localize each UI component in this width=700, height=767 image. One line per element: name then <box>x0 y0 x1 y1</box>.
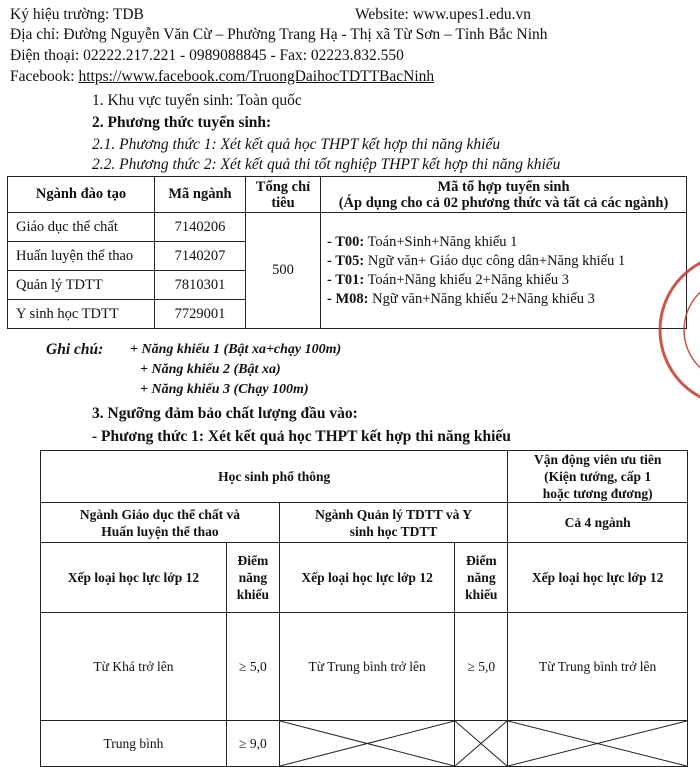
th-combos-line: Mã tổ hợp tuyển sinh <box>437 178 570 195</box>
th-score-line: Điểm <box>465 553 497 568</box>
combo-code: - T01: <box>327 271 365 288</box>
combo-item <box>327 252 686 271</box>
cell-score: ≥ 5,0 <box>226 613 279 721</box>
combo-code: - M08: <box>327 290 369 307</box>
combo-desc: Ngữ văn+ Giáo dục công dân+Năng khiếu 1 <box>364 252 626 269</box>
th-group-1-line: Ngành Giáo dục thể chất và <box>79 506 240 522</box>
program-code: 7729001 <box>155 300 246 329</box>
th-combos-line: (Áp dụng cho cả 02 phương thức và tất cả các ngành) <box>338 194 669 211</box>
cell-crossed <box>508 721 688 767</box>
combo-list <box>321 213 687 329</box>
program-code: 7810301 <box>155 271 246 300</box>
cell-crossed <box>455 721 508 767</box>
th-athletes-line: (Kiện tướng, cấp 1 <box>544 469 652 484</box>
th-athletes-line: Vận động viên ưu tiên <box>533 452 662 467</box>
combo-item <box>327 271 686 290</box>
programs-table <box>7 176 687 329</box>
cell-score: ≥ 9,0 <box>226 721 279 767</box>
website: Website: www.upes1.edu.vn <box>355 6 531 23</box>
program-code: 7140207 <box>155 242 246 271</box>
th-combos <box>321 177 687 213</box>
phone: Điện thoại: 02222.217.221 - 0989088845 - Fax: 02223.832.550 <box>10 47 404 64</box>
th-quota <box>246 177 321 213</box>
th-score-line: khiếu <box>236 587 269 602</box>
program-code: 7140206 <box>155 213 246 242</box>
combo-desc: Toán+Sinh+Năng khiếu 1 <box>364 233 518 250</box>
th-athletes <box>508 451 688 503</box>
program-name: Huấn luyện thể thao <box>8 242 155 271</box>
th-quota-line: Tổng chỉ <box>255 178 311 195</box>
th-group-1 <box>41 503 280 543</box>
notes-label: Ghi chú: <box>46 341 104 358</box>
combo-code: - T05: <box>327 252 365 269</box>
cell-grade: Từ Trung bình trở lên <box>508 613 688 721</box>
th-score-line: khiếu <box>465 587 498 602</box>
program-name: Giáo dục thể chất <box>8 213 155 242</box>
note-item: + Năng khiếu 3 (Chạy 100m) <box>140 382 309 397</box>
quality-title: 3. Ngưỡng đảm bảo chất lượng đầu vào: <box>92 405 358 422</box>
th-code: Mã ngành <box>155 177 246 213</box>
cell-grade: Từ Khá trở lên <box>41 613 227 721</box>
facebook-link[interactable]: https://www.facebook.com/TruongDaihocTDTTBacNinh <box>78 68 435 85</box>
method-1: 2.1. Phương thức 1: Xét kết quả học THPT kết hợp thi năng khiếu <box>92 136 501 153</box>
combo-desc: Ngữ văn+Năng khiếu 2+Năng khiếu 3 <box>368 290 595 307</box>
th-group-1-line: Huấn luyện thể thao <box>101 523 219 539</box>
quality-method: - Phương thức 1: Xét kết quả học THPT kết hợp thi năng khiếu <box>92 428 511 445</box>
th-athletes-line: hoặc tương đương) <box>542 486 653 501</box>
cell-crossed <box>279 721 455 767</box>
th-quota-line: tiêu <box>271 194 295 211</box>
address: Địa chỉ: Đường Nguyễn Văn Cừ – Phường Trang Hạ - Thị xã Từ Sơn – Tỉnh Bắc Ninh <box>10 26 548 43</box>
th-grade: Xếp loại học lực lớp 12 <box>508 543 688 613</box>
th-grade: Xếp loại học lực lớp 12 <box>279 543 455 613</box>
facebook-label: Facebook: <box>10 68 75 85</box>
th-students: Học sinh phổ thông <box>41 451 508 503</box>
cell-grade: Từ Trung bình trở lên <box>279 613 455 721</box>
combo-item <box>327 233 686 252</box>
th-group-2 <box>279 503 507 543</box>
th-score <box>455 543 508 613</box>
cell-score: ≥ 5,0 <box>455 613 508 721</box>
section-region: 1. Khu vực tuyển sinh: Toàn quốc <box>92 92 302 109</box>
th-score <box>226 543 279 613</box>
facebook <box>10 68 434 86</box>
note-item: + Năng khiếu 1 (Bật xa+chạy 100m) <box>130 342 342 357</box>
th-group-2-line: Ngành Quản lý TDTT và Y <box>315 506 473 522</box>
official-seal-stamp <box>656 250 700 410</box>
combo-desc: Toán+Năng khiếu 2+Năng khiếu 3 <box>364 271 569 288</box>
th-grade: Xếp loại học lực lớp 12 <box>41 543 227 613</box>
combo-item <box>327 290 686 309</box>
program-name: Quản lý TDTT <box>8 271 155 300</box>
program-total: 500 <box>246 213 321 329</box>
section-methods: 2. Phương thức tuyển sinh: <box>92 114 272 131</box>
program-name: Y sinh học TDTT <box>8 300 155 329</box>
combo-code: - T00: <box>327 233 365 250</box>
th-score-line: Điểm <box>237 553 269 568</box>
cell-grade: Trung bình <box>41 721 227 767</box>
th-group-3: Cả 4 ngành <box>508 503 688 543</box>
th-score-line: năng <box>238 570 268 585</box>
quality-table <box>40 450 688 767</box>
method-2: 2.2. Phương thức 2: Xét kết quả thi tốt nghiệp THPT kết hợp thi năng khiếu <box>92 156 561 173</box>
note-item: + Năng khiếu 2 (Bật xa) <box>140 362 281 377</box>
th-group-2-line: sinh học TDTT <box>349 523 438 539</box>
school-code: Ký hiệu trường: TDB <box>10 6 144 23</box>
th-program: Ngành đào tạo <box>8 177 155 213</box>
th-score-line: năng <box>467 570 496 585</box>
